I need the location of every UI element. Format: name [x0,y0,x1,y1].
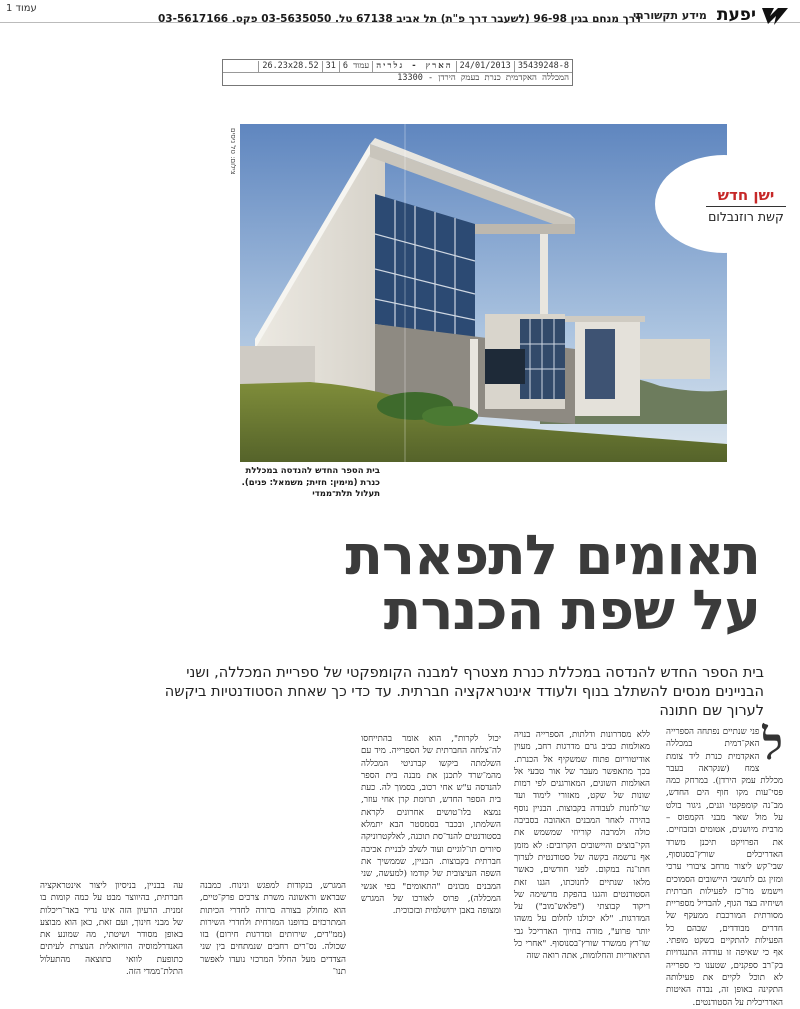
logo-subtitle: מידע תקשורתי [632,8,707,22]
clipping-issue: 31 [322,61,339,72]
clipping-info [222,59,573,86]
article-column-1 [666,719,783,1008]
logo-name: יפעת [716,5,756,25]
publisher-logo [633,4,790,26]
article-column-5: עה בבניין, בניסיון ליצור אינטראקציה חברתית, בהיווצר מבט על כמה קומות בו זמנית. הרעיון הזה אינו נדיר באד־ריכלות של מבני חינוך, ועם זאת, כאן הוא מבוצע באופן מסודר ושיטתי, מה שמונע את האנדרלמוסיה הוויזואלית הנוצרת לעיתים כתופעת לוואי כתוצאה מהתעלול התלת־ממדי הזה. [40,881,183,978]
article-subhead: בית הספר החדש להנדסה במכללת כנרת מצטרף למבנה הקומפקטי של ספריית המכללה, ושני הבניינים מנסים להשתלב בנוף ולעודד אינטראקציה חברתית. עד כדי כך שאחת הסטודנטיות ביקשה לערוך שם חתונה [164,665,764,719]
article-column-4: המגרש, בנקודות למפגש ונינוח. כמבנה שבראש וראשונה משרת צרכים פרק־טיים, הוא מחולק בצורה ברורה לחדרי הכיתות המתרכזים בדופנו המזרחית ולחדרי השירות (ממ"דים, שירותים ומדרגות חירום) בזו שכולה. נס־רים רחבים שנמתחים בין שני הצדדים מעל החלל המרכזי נועדו לאפשר תנו־ [200,881,346,978]
logo-icon [760,4,790,26]
clipping-size: 26.23x28.52 [258,61,321,72]
clipping-publication: הארץ - גלריה [372,61,455,72]
column-tag [700,186,792,224]
column-1-text: פני שנתיים נפתחה הספרייה האק־דמית במכללה האקדמית כנרת ליד צומת צמח (שנקראה בעבר מכללת עמק הירדן). במרחק כמה פסי־עות מקו חוף הים החדש, מב־נה קומפקטי וגנים, גיגור בולט על מול שאר מבני הקמפוס – מרבית מיושנים, אטומים ובזבוזיים. את הפרויקט תיכנן משרד האדריכלים שורץ־בסנוסוף, שבי־קש ליצור מרחב ציבורי ערכי ומזין גם לתושבי היישובים הסמוכים וישמש מר־כז לפעילות חברתית ושיחיה בצד הגוף, להבדיל מספריית מסורתית המורכבת ממעקף של חדרים מבודדים, שבהם כל הפעילות להתקיים בשקט מופתי. אף כי שאיפה זו עודדה התנגדויות בק־רב ספקנים, שטענו כי ספרייה לא תוכל לקיים את פעילותה התקינה באופן זה, נבדה האיטות האדריכלית על הסטודנטים. [666,727,783,1008]
tag-title: ישן חדש [706,186,786,207]
page-number: עמוד 1 [6,3,37,14]
photo-credit: צילום: טל ניסים [229,128,237,175]
tag-author: קשת רוזנבלום [708,209,784,224]
clipping-page: עמוד 6 [339,61,372,72]
photo-caption: בית הספר החדש להנדסה במכללת כנרת (מימין: חזית; משמאל: פנים). תעלול תלת־ממדי [241,466,380,499]
article-headline [260,523,760,642]
clipping-subject: המכללה האקדמית כנרת בעמק הירדן - 13300 [397,73,569,83]
clipping-id: 35439248-8 [514,61,572,72]
headline-line-1: תאומים לתפארת [345,523,760,587]
article-column-3: יכול לקרות", הוא אומר בהתייחסו לה־צלחה החברתית של הספרייה. מיד עם השלמתה ביקשו קברניטי המכללה מהמ־שרד לתכנן את מבנה בית הספר להנדסה ע"ש אחי רכוב, בסמוך לה. כעת בית הספר החדש, תרומת קרן אחי עוזר, נמצא בלו־טושים אחרונים לקראת השלמתו, ובכבר בסמסטר הבא יתמלא בסטודנטים להנד־סת תוכנה, לאלקטרוניקה סיורים תו־לוגיים ועוד לשלב לבניית אכיבה חברתית בקבוצות. הבניין, שממשיך את השפה העיצובית של קודמו (למעשה, שני המבנים מכונים "התאומים" בפי אנשי המכללה), פרוס לאורכו של המגרש ומצופה באבן ירושלמית ובזכוכית. [361,734,501,917]
publisher-contact: דרך מנחם בגין 96-98 (לשעבר דרך פ"ת) תל אביב 67138 טל. 03-5635050 פקס. 03-5617166 [158,13,642,25]
drop-cap: ל [762,719,783,770]
building-photo [240,124,727,462]
article-column-2: ללא מסדרונות ודלתות, הספרייה בנויה מאולמות כביב גרם מדרגות רחב, מעוין אודיטוריום פתוח שמשקיף אל הכנרת. בכך מתאפשר מעבר של אור טבעי אל האולמות השונים, המאורגנים לפי רמות שונות של שקט, מאזורי לימוד ועד שו־לחנות לעבודה בקבוצות. הבניין נוסף בהירה לאחר המבנים האהובה בסביבה כולה ולמרבה קוריוזי שמשמש את הקי־בוצים והיישובים הקרובים: לא מזמן אף נרשמה בקשה של סטודנטית לערוך חתו־נה במקום. לפני חודשים, כאשר מלאו שנתיים לחנוכתו, הגנו זאת הסטודנטים והגנו בהפקת מרשימה של ריקוד קבוצתי ("פלאש־מוב") על המדרגות. "לא יכולנו לחלום על משהו יותר פרוע", מודה בחיוך האדריכל גבי שו־רץ ממשרד שורץ־בסנוסוף. "אחרי כל התיאוריות והחלומות, אתה רואה שזה [514,730,650,962]
headline-line-2: על שפת הכנרת [383,578,760,642]
clipping-date: 24/01/2013 [456,61,514,72]
building-illustration [240,124,727,462]
